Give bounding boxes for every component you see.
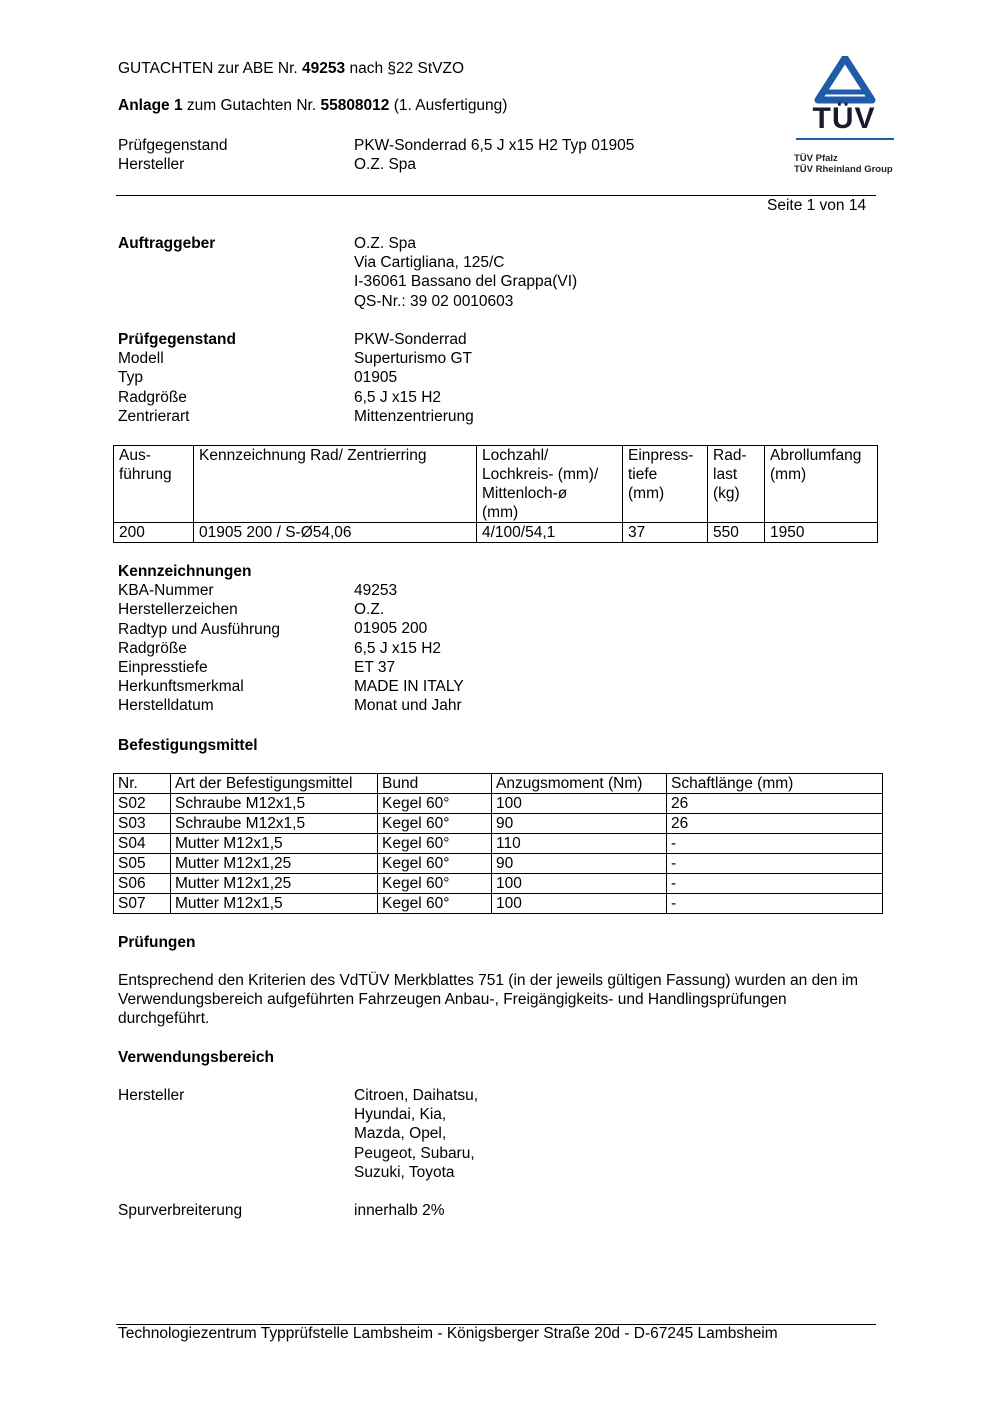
table-row	[114, 794, 883, 814]
auftraggeber-label: Auftraggeber	[118, 235, 216, 252]
field-label: Einpresstiefe	[118, 658, 208, 676]
kennzeichnungen-labels	[118, 562, 280, 716]
header-label-hersteller: Hersteller	[118, 156, 185, 173]
table-row	[114, 874, 883, 894]
table-header-cell: Lochzahl/ Lochkreis- (mm)/ Mittenloch-ø (mm)	[477, 446, 623, 523]
table-cell: Kegel 60°	[378, 894, 492, 914]
table-header-cell: Anzugsmoment (Nm)	[492, 774, 667, 794]
table-cell: -	[667, 854, 883, 874]
field-label: KBA-Nummer	[118, 582, 214, 600]
header-label-pruefgegenstand: Prüfgegenstand	[118, 137, 228, 154]
field-value: 6,5 J x15 H2	[354, 639, 442, 657]
pruefgegenstand-title: Prüfgegenstand	[118, 331, 236, 348]
field-label: Zentrierart	[118, 407, 190, 425]
table-cell: Kegel 60°	[378, 874, 492, 894]
field-value: Monat und Jahr	[354, 697, 462, 715]
table-cell: Mutter M12x1,5	[171, 894, 378, 914]
manufacturer-line: Hyundai, Kia,	[354, 1106, 447, 1124]
tuev-logo	[792, 56, 898, 178]
kennzeichnungen-values	[354, 581, 464, 715]
verwendung-hersteller-label: Hersteller	[118, 1087, 185, 1104]
page-number: Seite 1 von 14	[767, 197, 867, 214]
pruefungen-text: Entsprechend den Kriterien des VdTÜV Merkblattes 751 (in der jeweils gültigen Fassung) wurden an den im Verwendungsbereich aufgeführten Fahrzeugen Anbau-, Freigängigkeits- und Handlingsprüfungen durchgeführt.	[118, 972, 859, 1028]
kennzeichnungen-title: Kennzeichnungen	[118, 563, 252, 580]
table-cell: -	[667, 834, 883, 854]
header-text: zum Gutachten Nr.	[182, 97, 321, 114]
manufacturer-line: Suzuki, Toyota	[354, 1163, 455, 1181]
table-cell: S03	[114, 814, 171, 834]
abe-number: 49253	[302, 60, 346, 77]
table-cell: Mutter M12x1,5	[171, 834, 378, 854]
rad-table	[113, 445, 878, 543]
header-value-pruefgegenstand: PKW-Sonderrad 6,5 J x15 H2 Typ 01905	[354, 137, 635, 154]
header-divider	[116, 195, 876, 196]
field-label: Herstellerzeichen	[118, 601, 238, 619]
pruefgegenstand-labels	[118, 330, 236, 426]
table-header-cell: Art der Befestigungsmittel	[171, 774, 378, 794]
field-value: MADE IN ITALY	[354, 677, 464, 695]
field-value: Mittenzentrierung	[354, 407, 474, 425]
address-line: Via Cartigliana, 125/C	[354, 254, 505, 272]
logo-brand: TÜV	[812, 102, 876, 135]
table-header-cell: Einpress- tiefe (mm)	[623, 446, 708, 523]
table-row	[114, 814, 883, 834]
verwendung-title: Verwendungsbereich	[118, 1049, 274, 1066]
field-value: O.Z.	[354, 601, 385, 619]
table-cell: S02	[114, 794, 171, 814]
table-cell: Kegel 60°	[378, 834, 492, 854]
table-cell: 26	[667, 814, 883, 834]
field-label: Radtyp und Ausführung	[118, 620, 281, 638]
befestigung-title: Befestigungsmittel	[118, 737, 258, 754]
field-value: ET 37	[354, 658, 396, 676]
field-label: Radgröße	[118, 639, 187, 657]
manufacturer-line: Peugeot, Subaru,	[354, 1144, 475, 1162]
pruefungen-title: Prüfungen	[118, 934, 196, 951]
table-cell: Schraube M12x1,5	[171, 814, 378, 834]
field-value: Superturismo GT	[354, 350, 473, 368]
table-header-cell: Nr.	[114, 774, 171, 794]
logo-line-1: TÜV Pfalz	[794, 153, 838, 164]
field-label: Herkunftsmerkmal	[118, 678, 244, 696]
header-text: (1. Ausfertigung)	[389, 97, 508, 114]
table-row	[114, 523, 878, 543]
table-cell: 550	[708, 523, 765, 543]
table-cell: S05	[114, 854, 171, 874]
table-cell: S04	[114, 834, 171, 854]
table-cell: Mutter M12x1,25	[171, 854, 378, 874]
table-header-cell: Rad- last (kg)	[708, 446, 765, 523]
table-cell: Kegel 60°	[378, 854, 492, 874]
field-label: Herstelldatum	[118, 697, 214, 715]
gutachten-number: 55808012	[320, 97, 390, 114]
table-cell: S07	[114, 894, 171, 914]
table-cell: 90	[492, 854, 667, 874]
logo-line-2: TÜV Rheinland Group	[794, 164, 893, 175]
footer-address: Technologiezentrum Typprüfstelle Lambsheim - Königsberger Straße 20d - D-67245 Lambsheim	[118, 1325, 778, 1342]
header-text: GUTACHTEN zur ABE Nr.	[118, 60, 303, 77]
spurverbreiterung-value: innerhalb 2%	[354, 1202, 445, 1219]
field-label: Modell	[118, 350, 164, 368]
field-label: Radgröße	[118, 388, 187, 406]
table-header-row	[114, 774, 883, 794]
qs-number: QS-Nr.: 39 02 0010603	[354, 292, 514, 310]
table-header-cell: Aus- führung	[114, 446, 194, 523]
table-cell: 200	[114, 523, 194, 543]
table-row	[114, 894, 883, 914]
spurverbreiterung-label: Spurverbreiterung	[118, 1202, 243, 1219]
auftraggeber-address	[354, 234, 577, 311]
verwendung-hersteller-list	[354, 1086, 478, 1182]
header-line-2	[118, 97, 507, 115]
header-text: nach §22 StVZO	[345, 60, 465, 77]
befestigung-table	[113, 773, 883, 914]
header-value-hersteller: O.Z. Spa	[354, 156, 417, 173]
table-cell: Kegel 60°	[378, 794, 492, 814]
table-cell: 1950	[765, 523, 878, 543]
field-label: Typ	[118, 369, 143, 387]
table-row	[114, 834, 883, 854]
table-cell: 90	[492, 814, 667, 834]
table-cell: S06	[114, 874, 171, 894]
table-cell: 26	[667, 794, 883, 814]
table-cell: 100	[492, 794, 667, 814]
field-value: PKW-Sonderrad	[354, 331, 467, 348]
address-line: I-36061 Bassano del Grappa(VI)	[354, 273, 578, 291]
table-cell: 37	[623, 523, 708, 543]
address-line: O.Z. Spa	[354, 235, 417, 252]
manufacturer-line: Mazda, Opel,	[354, 1125, 447, 1143]
table-header-cell: Schaftlänge (mm)	[667, 774, 883, 794]
table-cell: Mutter M12x1,25	[171, 874, 378, 894]
field-value: 49253	[354, 582, 398, 599]
table-header-row	[114, 446, 878, 523]
field-value: 01905 200	[354, 620, 428, 638]
table-header-cell: Abrollumfang (mm)	[765, 446, 878, 523]
table-cell: Schraube M12x1,5	[171, 794, 378, 814]
table-cell: 100	[492, 874, 667, 894]
pruefgegenstand-values	[354, 330, 474, 426]
table-row	[114, 854, 883, 874]
table-cell: Kegel 60°	[378, 814, 492, 834]
table-cell: -	[667, 894, 883, 914]
table-cell: 100	[492, 894, 667, 914]
field-value: 6,5 J x15 H2	[354, 388, 442, 406]
table-cell: 01905 200 / S-Ø54,06	[194, 523, 477, 543]
manufacturer-line: Citroen, Daihatsu,	[354, 1087, 479, 1104]
table-header-cell: Bund	[378, 774, 492, 794]
header-line-1	[118, 60, 464, 78]
table-cell: -	[667, 874, 883, 894]
table-cell: 4/100/54,1	[477, 523, 623, 543]
table-header-cell: Kennzeichnung Rad/ Zentrierring	[194, 446, 477, 523]
anlage-label: Anlage 1	[118, 97, 183, 114]
table-cell: 110	[492, 834, 667, 854]
field-value: 01905	[354, 369, 398, 387]
